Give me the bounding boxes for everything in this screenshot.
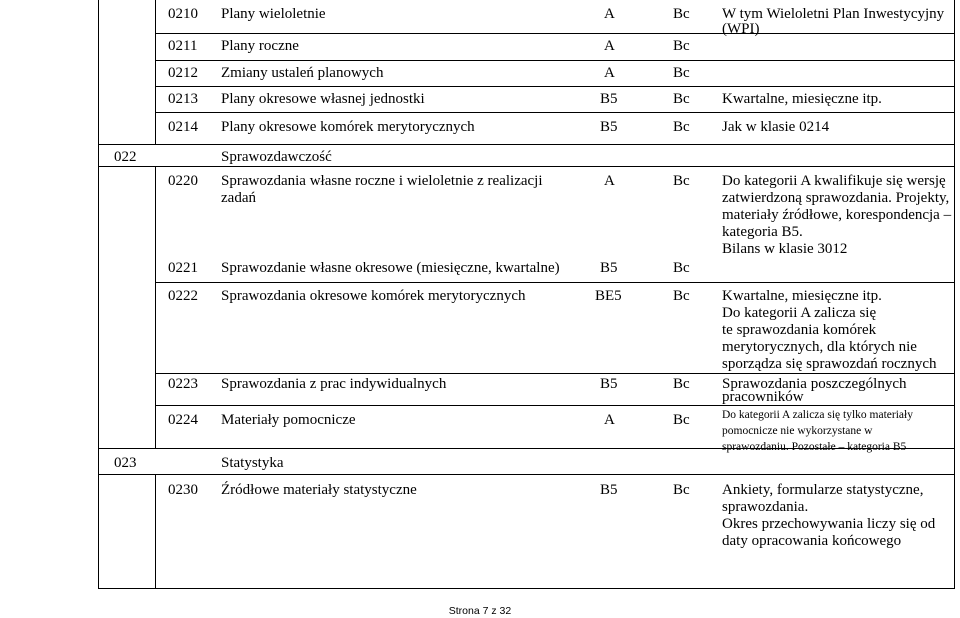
row-note-line: sprawozdaniu. Pozostałe – kategoria B5 [722, 441, 907, 453]
row-note-line: (WPI) [722, 21, 760, 37]
row-divider [155, 282, 955, 283]
row-category: B5 [600, 119, 618, 135]
table-border-left [98, 0, 99, 588]
row-category: A [604, 412, 615, 428]
row-category: B5 [600, 91, 618, 107]
group-title: Sprawozdawczość [221, 149, 332, 165]
row-divider [98, 144, 955, 145]
row-title: Plany roczne [221, 38, 299, 54]
row-category: B5 [600, 376, 618, 392]
row-category: A [604, 65, 615, 81]
row-title: Materiały pomocnicze [221, 412, 356, 428]
row-category-secondary: Bc [673, 38, 690, 54]
row-title-line: zadań [221, 190, 256, 206]
row-title: Plany wieloletnie [221, 6, 326, 22]
row-note-line: sporządza się sprawozdań rocznych [722, 356, 937, 372]
row-divider [155, 60, 955, 61]
row-note-line: Do kategorii A kwalifikuje się wersję [722, 173, 946, 189]
row-note-line: Sprawozdania poszczególnych [722, 376, 907, 392]
row-category-secondary: Bc [673, 119, 690, 135]
row-code: 0212 [168, 65, 198, 81]
row-category: B5 [600, 482, 618, 498]
row-category: A [604, 6, 615, 22]
row-code: 0222 [168, 288, 198, 304]
row-divider [98, 474, 955, 475]
row-note-line: Bilans w klasie 3012 [722, 241, 848, 257]
row-divider [155, 86, 955, 87]
row-note-line: pomocnicze nie wykorzystane w [722, 425, 873, 437]
row-title: Plany okresowe komórek merytorycznych [221, 119, 475, 135]
row-category-secondary: Bc [673, 260, 690, 276]
group-code: 022 [114, 149, 137, 165]
row-note-line: te sprawozdania komórek [722, 322, 877, 338]
row-title: Plany okresowe własnej jednostki [221, 91, 425, 107]
row-divider [98, 166, 955, 167]
row-note-line: pracowników [722, 389, 804, 405]
row-note-line: merytorycznych, dla których nie [722, 339, 917, 355]
group-column-divider [155, 0, 156, 144]
row-divider [155, 112, 955, 113]
row-category-secondary: Bc [673, 6, 690, 22]
row-code: 0210 [168, 6, 198, 22]
row-note-line: Okres przechowywania liczy się od [722, 516, 936, 532]
row-title: Sprawozdania okresowe komórek merytorycznych [221, 288, 526, 304]
row-note-line: Jak w klasie 0214 [722, 119, 830, 135]
row-title: Sprawozdanie własne okresowe (miesięczne, kwartalne) [221, 260, 560, 276]
group-code: 023 [114, 455, 137, 471]
row-category-secondary: Bc [673, 482, 690, 498]
row-code: 0214 [168, 119, 198, 135]
row-note-line: Ankiety, formularze statystyczne, [722, 482, 924, 498]
row-note-line: daty opracowania końcowego [722, 533, 902, 549]
row-code: 0213 [168, 91, 198, 107]
group-title: Statystyka [221, 455, 284, 471]
row-code: 0221 [168, 260, 198, 276]
group-column-divider [155, 474, 156, 588]
row-note-line: Do kategorii A zalicza się [722, 305, 877, 321]
row-note-line: Kwartalne, miesięczne itp. [722, 91, 882, 107]
row-note-line: W tym Wieloletni Plan Inwestycyjny [722, 6, 945, 22]
row-category: BE5 [595, 288, 622, 304]
row-note-line: zatwierdzoną sprawozdania. Projekty, [722, 190, 950, 206]
row-title: Źródłowe materiały statystyczne [221, 482, 417, 498]
row-category-secondary: Bc [673, 65, 690, 81]
table-border-right [954, 0, 955, 588]
row-code: 0220 [168, 173, 198, 189]
row-category: A [604, 38, 615, 54]
row-category-secondary: Bc [673, 288, 690, 304]
row-code: 0223 [168, 376, 198, 392]
row-title: Zmiany ustaleń planowych [221, 65, 384, 81]
row-category-secondary: Bc [673, 376, 690, 392]
page-number: Strona 7 z 32 [448, 605, 512, 617]
row-divider [155, 373, 955, 374]
row-note-line: materiały źródłowe, korespondencja – [722, 207, 952, 223]
row-divider [155, 405, 955, 406]
table-border-bottom [98, 588, 955, 589]
row-category: B5 [600, 260, 618, 276]
row-title: Sprawozdania z prac indywidualnych [221, 376, 447, 392]
row-title-line: Sprawozdania własne roczne i wieloletnie z realizacji [221, 173, 543, 189]
row-code: 0211 [168, 38, 198, 54]
row-code: 0230 [168, 482, 198, 498]
row-category: A [604, 173, 615, 189]
row-category-secondary: Bc [673, 173, 690, 189]
row-note-line: sprawozdania. [722, 499, 809, 515]
row-category-secondary: Bc [673, 91, 690, 107]
row-category-secondary: Bc [673, 412, 690, 428]
row-divider [155, 33, 955, 34]
row-note-line: Kwartalne, miesięczne itp. [722, 288, 882, 304]
row-note-line: Do kategorii A zalicza się tylko materiały [722, 409, 913, 421]
row-note-line: kategoria B5. [722, 224, 803, 240]
row-code: 0224 [168, 412, 198, 428]
